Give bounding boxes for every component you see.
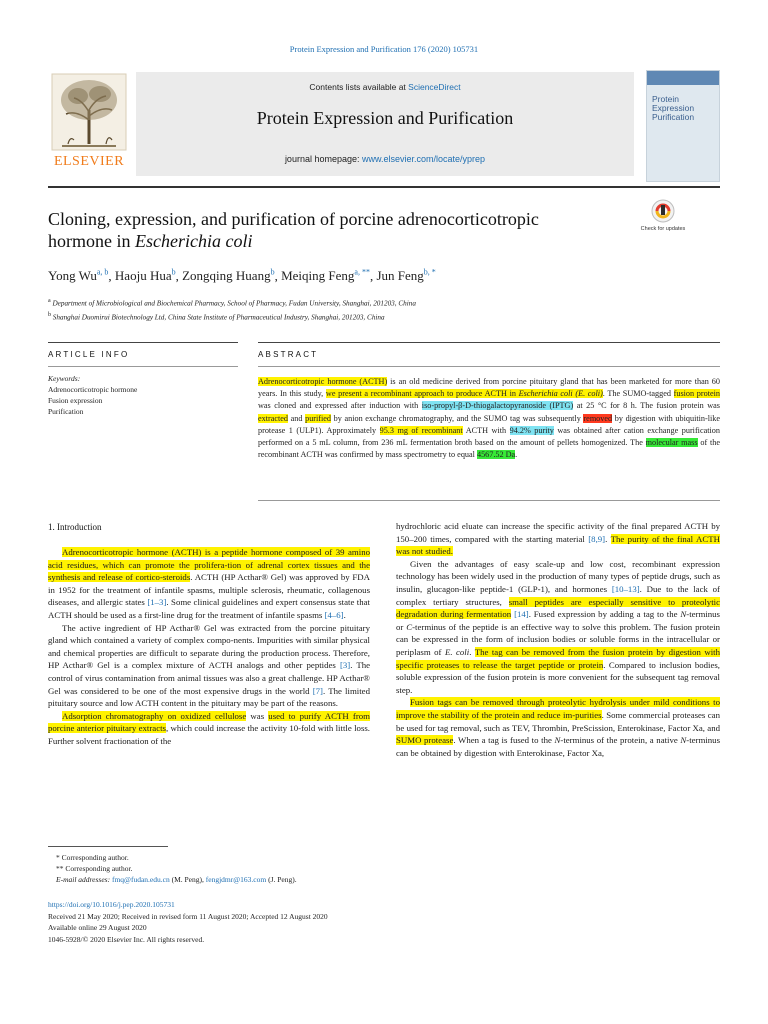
available-date: Available online 29 August 2020 [48, 923, 147, 932]
article-info-heading: ARTICLE INFO [48, 350, 130, 359]
keyword: Fusion expression [48, 396, 103, 405]
journal-title: Protein Expression and Purification [256, 108, 514, 128]
highlight: 95.3 mg of recombinant [379, 425, 463, 435]
keywords-label: Keywords: [48, 374, 81, 383]
received-dates: Received 21 May 2020; Received in revised form 11 August 2020; Accepted 12 August 2020 [48, 911, 328, 921]
publication-info [48, 899, 548, 945]
author-list: Yong Wu$^{a, b}$, Haoju Hua$^b$, Zongqing Huang$^b$, Meiqing Feng$^{a, **}$, Jun Feng$^{b, *}$ [48, 268, 436, 284]
keywords-block [48, 373, 198, 417]
body-left-column [48, 546, 370, 748]
highlight: The tag can be removed from the fusion protein by digestion with specific proteases to release the target peptide or protein [396, 646, 720, 670]
cover-title-line: Protein [652, 94, 679, 104]
keyword: Adrenocorticotropic hormone [48, 385, 138, 394]
copyright: 1046-5928/© 2020 Elsevier Inc. All rights reserved. [48, 934, 205, 944]
highlight: iso-propyl-β-D-thiogalactopyranoside (IPTG) [421, 401, 574, 411]
highlight: Adrenocorticotropic hormone (ACTH) [258, 377, 388, 386]
footnote: * Corresponding author. [56, 853, 129, 862]
highlight: Adsorption chromatography on oxidized cellulose [62, 710, 247, 721]
article-info-subrule [48, 366, 238, 367]
highlight: Adrenocorticotropic hormone (ACTH) is a peptide hormone composed of 39 amino acid residues, which can promote the prolifera-tion of adrenal cortex tissues and the synthesis and release of cortico-steroids [48, 547, 370, 583]
homepage-prefix: journal homepage: [284, 154, 362, 164]
author[interactable]: Haoju Hua$^b$ [114, 268, 176, 284]
body-right-column [396, 520, 720, 759]
contents-prefix: Contents lists available at [309, 82, 409, 92]
highlight: extracted [258, 413, 288, 423]
banner-center [136, 72, 634, 176]
highlight: SUMO protease [396, 735, 454, 746]
affiliation: $^b$ Shanghai Duomirui Biotechnology Ltd, China State Institute of Pharmaceutical Industry, Shanghai, 201203, China [48, 312, 385, 322]
contents-line [136, 82, 634, 92]
paragraph: Given the advantages of easy scale-up and low cost, recombinant expression technology has been widely used in the production of many types of peptide drugs, such as insulin, glucagon-like peptide-1 (GLP-1), and hormones [10–13]. Due to the lack of complex tertiary structures, small peptides are especially sensitive to proteolytic degradation during fermentation [14]. Fused expression by adding a tag to the N-terminus or C-terminus of the peptide is an effective way to solve this problem. The fusion protein can be expressed in the form of inclusion bodies or soluble forms in the intracellular or periplasm of E. coli. The tag can be removed from the fusion protein by digestion with specific proteases to release the target peptide or protein. Compared to inclusion bodies, soluble expression of the fusion protein is more convenient for the subsequent tag removal step. [396, 558, 721, 695]
keyword: Purification [48, 407, 84, 416]
citation-link[interactable]: [4–6] [324, 609, 344, 620]
author[interactable]: Zongqing Huang$^b$ [182, 268, 275, 284]
title-line-2 [48, 230, 608, 252]
title-line-1: Cloning, expression, and purification of porcine adrenocorticotropic [48, 209, 539, 229]
highlight: 94.2% purity [509, 425, 554, 435]
running-header[interactable]: Protein Expression and Purification 176 (2020) 105731 [289, 44, 479, 54]
sciencedirect-link[interactable]: ScienceDirect [408, 82, 461, 92]
paragraph: Fusion tags can be removed through proteolytic hydrolysis under mild conditions to improve the stability of the protein and reduce im-purities. Some commercial proteases can be used for tag removal, such as TEV, Thrombin, PreScission, Enterokinase, Factor Xa, and SUMO protease. When a tag is fused to the N-terminus of the protein, a native N-terminus can be obtained by digestion with Enterokinase, Factor Xa, [396, 697, 720, 758]
title-line-2-prefix: hormone in [48, 231, 135, 251]
cover-title-line: Expression [652, 103, 695, 113]
homepage-line [136, 154, 634, 164]
highlight: purified [305, 413, 332, 423]
author[interactable]: Jun Feng$^{b, *}$ [376, 268, 436, 284]
highlight: we present a recombinant approach to produce ACTH in [325, 389, 519, 399]
homepage-link[interactable]: www.elsevier.com/locate/yprep [362, 154, 486, 164]
article-info-rule [48, 342, 238, 343]
paragraph: hydrochloric acid eluate can increase the specific activity of the final prepared ACTH by 150–200 times, compared with the starting material [8,9]. The purity of the final ACTH was not studied. [396, 521, 721, 557]
journal-banner [48, 70, 720, 182]
citation-link[interactable]: [1–3] [147, 597, 167, 608]
affiliations [48, 295, 708, 324]
article-title [48, 208, 608, 252]
cover-band [647, 71, 719, 85]
doi-link[interactable]: https://doi.org/10.1016/j.pep.2020.105731 [48, 900, 175, 909]
publisher-name: ELSEVIER [53, 154, 125, 169]
highlight: Escherichia coli (E. coli) [518, 389, 603, 399]
abstract-text: Adrenocorticotropic hormone (ACTH) is an old medicine derived from porcine pituitary gland that has been marketed for more than 60 years. In this study, we present a recombinant approach to produce ACTH in Escherichia coli (E. coli). The SUMO-tagged fusion protein was cloned and expressed after induction with iso-propyl-β-D-thiogalactopyranoside (IPTG) at 25 °C for 8 h. The fusion protein was extracted and purified by anion exchange chromatography, and the SUMO tag was subsequently removed by digestion with ubiquitin-like protease 1 (ULP1). Approximately 95.3 mg of recombinant ACTH with 94.2% purity was obtained after cation exchange purification performed on a 5 mL column, from 236 mL fermentation broth based on the amount of pellets homogenized. The molecular mass of the recombinant ACTH was confirmed by mass spectrometry to equal 4567.52 Da. [258, 377, 720, 460]
citation-link[interactable]: [7] [312, 685, 323, 696]
author[interactable]: Meiqing Feng$^{a, **}$ [281, 268, 370, 284]
cover-title [652, 95, 694, 122]
highlight: fusion protein [673, 389, 720, 399]
check-for-updates-icon[interactable] [646, 196, 680, 230]
highlight: small peptides are especially sensitive to proteolytic degradation during fermentation [396, 596, 720, 620]
highlight: Fusion tags can be removed through proteolytic hydrolysis under mild conditions to improve the stability of the protein and reduce im-purities [396, 697, 720, 720]
paragraph: Adrenocorticotropic hormone (ACTH) is a peptide hormone composed of 39 amino acid residues, which can promote the prolifera-tion of adrenal cortex tissues and the synthesis and release of cortico-steroids. ACTH (HP Acthar® Gel) was approved by FDA in 1952 for the treatment of infantile spasms, multiple sclerosis, rheumatic, collagenous diseases, and allergic states [1–3]. Some clinical guidelines and expert consensus state that ACTH should be used as a first-line drug for the treatment of infantile spasms [4–6]. [48, 547, 371, 620]
highlight: The purity of the final ACTH was not studied. [396, 533, 721, 557]
banner-divider [48, 186, 720, 188]
email-link[interactable]: fmq@fudan.edu.cn [111, 875, 170, 884]
paragraph: The active ingredient of HP Acthar® Gel was extracted from the porcine pituitary gland which contained a variety of complex compo-nents. Impurities with similar physical and chemical properties are difficult to separate during the production process. Therefore, HP Acthar® Gel is a complex mixture of ACTH analogs and other peptides [3]. The control of virus contamination from animal tissues was also a great challenge. HP Acthar® Gel was considered to be one of the most expensive drugs in the world [7]. The limited pituitary source and low ACTH content in the pituitary may be part of the reasons. [48, 622, 370, 709]
footnote: ** Corresponding author. [56, 864, 133, 873]
highlight: removed [583, 413, 613, 423]
email-link[interactable]: fengjdmr@163.com [205, 875, 267, 884]
abstract-end-rule [258, 500, 720, 501]
citation-link[interactable]: [3] [339, 660, 351, 671]
cover-title-line: Purification [652, 112, 695, 122]
highlight: 4567.52 Da [476, 450, 516, 460]
citation-link[interactable]: [10–13] [611, 583, 640, 594]
title-organism: Escherichia coli [135, 231, 253, 251]
citation-link[interactable]: [14] [514, 609, 529, 620]
check-for-updates-label[interactable]: Check for updates [640, 226, 686, 232]
journal-cover-thumbnail[interactable] [646, 70, 720, 182]
footnote-rule [48, 846, 168, 847]
abstract-heading: ABSTRACT [258, 350, 319, 359]
paragraph: Adsorption chromatography on oxidized cellulose was used to purify ACTH from porcine anterior pituitary extracts, which could increase the activity 10-fold with little loss. Further solvent fractionation of the [48, 710, 370, 746]
highlight: used to purify ACTH from porcine anterior pituitary extracts [48, 710, 370, 734]
footnotes [48, 852, 448, 885]
affiliation: $^a$ Department of Microbiological and Biochemical Pharmacy, School of Pharmacy, Fudan University, Shanghai, 201203, China [48, 298, 416, 308]
citation-link[interactable]: [8,9] [588, 533, 606, 544]
abstract-subrule [258, 366, 720, 367]
highlight: molecular mass [645, 438, 698, 448]
footnote-emails: E-mail addresses: fmq@fudan.edu.cn (M. Peng), fengjdmr@163.com (J. Peng). [56, 875, 297, 884]
author[interactable]: Yong Wu$^{a, b}$ [48, 268, 109, 284]
abstract-rule [258, 342, 720, 343]
section-heading-introduction: 1. Introduction [48, 522, 102, 532]
